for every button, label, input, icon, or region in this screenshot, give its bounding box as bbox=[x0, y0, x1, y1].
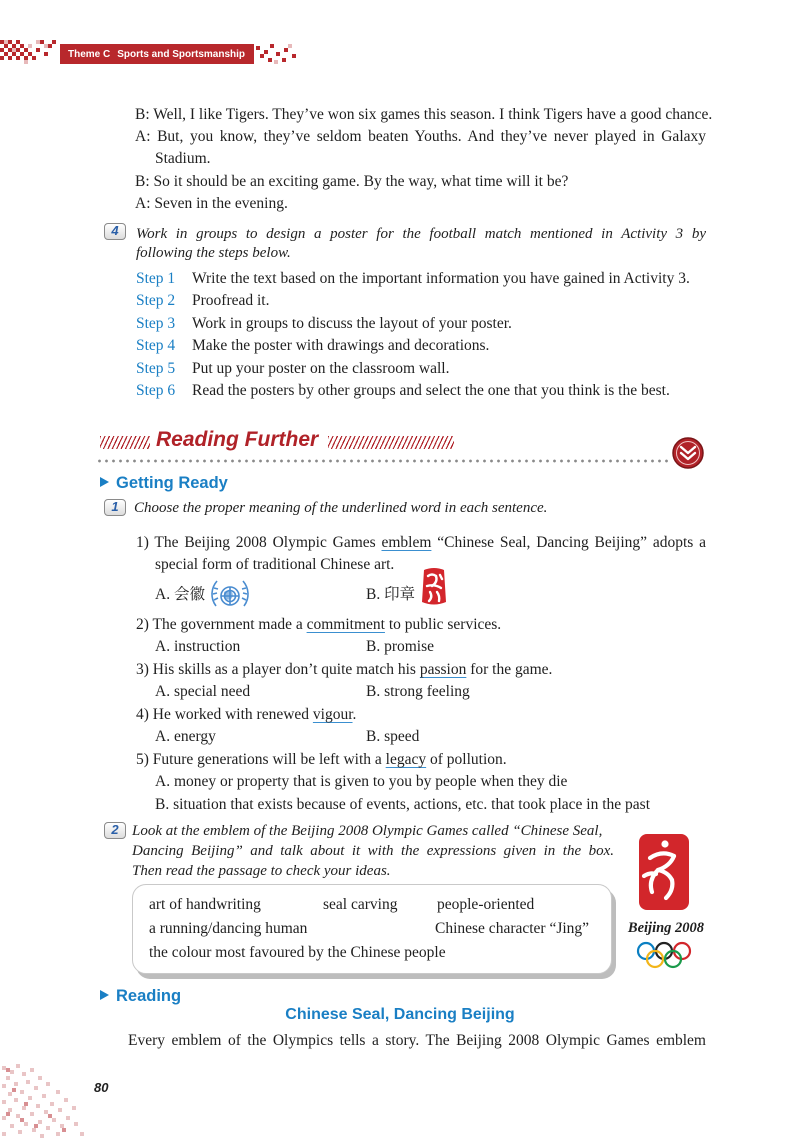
question-2: 2) The government made a commitment to public services. bbox=[136, 616, 502, 633]
step-item: Step 1 bbox=[136, 270, 176, 287]
passage-first-line: Every emblem of the Olympics tells a story. The Beijing 2008 Olympic Games emblem bbox=[128, 1032, 706, 1049]
step-text: Make the poster with drawings and decorations. bbox=[192, 337, 490, 354]
expression: seal carving bbox=[323, 896, 398, 913]
triangle-bullet-icon bbox=[100, 477, 109, 487]
reading-heading: Reading bbox=[100, 987, 181, 1006]
option-b: B. 印章 bbox=[366, 586, 416, 603]
expression: art of handwriting bbox=[149, 896, 261, 913]
dialogue-line: A: Seven in the evening. bbox=[135, 195, 288, 212]
step-text: Work in groups to discuss the layout of your poster. bbox=[192, 315, 512, 332]
expression: the colour most favoured by the Chinese people bbox=[149, 944, 446, 961]
dialogue-line: A: But, you know, they’ve seldom beaten Youths. And they’ve never played in Galaxy bbox=[135, 128, 707, 145]
question-4: 4) He worked with renewed vigour. bbox=[136, 706, 357, 723]
theme-header-band bbox=[60, 44, 254, 64]
chevron-down-icon[interactable] bbox=[671, 436, 705, 475]
step-item: Step 5 bbox=[136, 360, 176, 377]
step-item: Step 2 bbox=[136, 292, 176, 309]
expression: Chinese character “Jing” bbox=[435, 920, 590, 937]
seal-stamp-icon bbox=[418, 566, 450, 613]
option-a: A. money or property that is given to you by people when they die bbox=[155, 773, 568, 790]
step-item: Step 6 bbox=[136, 382, 176, 399]
dotted-divider bbox=[96, 459, 670, 463]
expression-box bbox=[132, 884, 612, 974]
option-b: B. promise bbox=[366, 638, 435, 655]
expression: a running/dancing human bbox=[149, 920, 308, 937]
page-number: 80 bbox=[94, 1080, 109, 1095]
activity2-instruction-l3: Then read the passage to check your ideas. bbox=[132, 863, 391, 879]
underlined-word: legacy bbox=[385, 751, 427, 768]
question-1: 1) The Beijing 2008 Olympic Games emblem “Chinese Seal, Dancing Beijing” adopts a bbox=[136, 534, 706, 551]
passage-title: Chinese Seal, Dancing Beijing bbox=[285, 1006, 515, 1023]
option-b: B. situation that exists because of events, actions, etc. that took place in the past bbox=[155, 796, 651, 813]
option-a: A. energy bbox=[155, 728, 216, 745]
olympic-rings-icon bbox=[634, 940, 706, 972]
question-3: 3) His skills as a player don’t quite match his passion for the game. bbox=[136, 661, 553, 678]
activity-number-badge: 1 bbox=[104, 499, 126, 516]
step-item: Step 3 bbox=[136, 315, 176, 332]
question-5: 5) Future generations will be left with a legacy of pollution. bbox=[136, 751, 507, 768]
underlined-word: emblem bbox=[381, 534, 432, 551]
title-hatch-left bbox=[100, 436, 150, 449]
step-text: Proofread it. bbox=[192, 292, 270, 309]
title-hatch-right bbox=[328, 436, 454, 449]
emblem-wordmark: Beijing 2008 bbox=[627, 920, 705, 936]
step-text: Put up your poster on the classroom wall. bbox=[192, 360, 450, 377]
activity2-instruction-l2: Dancing Beijing” and talk about it with the expressions given in the box. bbox=[132, 843, 614, 859]
theme-label: Theme C bbox=[68, 49, 111, 60]
step-text: Read the posters by other groups and select the one that you think is the best. bbox=[192, 382, 670, 399]
question-1-cont: special form of traditional Chinese art. bbox=[155, 556, 395, 573]
theme-title: Sports and Sportsmanship bbox=[117, 49, 246, 60]
section-title: Reading Further bbox=[156, 428, 319, 451]
step-item: Step 4 bbox=[136, 337, 176, 354]
activity4-instruction: Work in groups to design a poster for the football match mentioned in Activity 3 by bbox=[136, 226, 706, 242]
option-a: A. 会徽 bbox=[155, 586, 205, 603]
activity2-instruction: Look at the emblem of the Beijing 2008 Olympic Games called “Chinese Seal, bbox=[132, 823, 603, 839]
activity-number-badge: 4 bbox=[104, 223, 126, 240]
expression: people-oriented bbox=[437, 896, 535, 913]
activity4-instruction-l2: following the steps below. bbox=[136, 245, 291, 261]
option-b: B. speed bbox=[366, 728, 420, 745]
underlined-word: commitment bbox=[306, 616, 385, 633]
option-b: B. strong feeling bbox=[366, 683, 470, 700]
activity-number-badge: 2 bbox=[104, 822, 126, 839]
beijing-2008-emblem bbox=[627, 832, 712, 936]
option-a: A. instruction bbox=[155, 638, 241, 655]
dialogue-line: B: So it should be an exciting game. By the way, what time will it be? bbox=[135, 173, 569, 190]
dialogue-line-cont: Stadium. bbox=[155, 150, 211, 167]
getting-ready-heading: Getting Ready bbox=[100, 474, 228, 493]
triangle-bullet-icon bbox=[100, 990, 109, 1000]
underlined-word: vigour bbox=[312, 706, 353, 723]
activity1-instruction: Choose the proper meaning of the underlined word in each sentence. bbox=[134, 500, 548, 516]
step-text: Write the text based on the important information you have gained in Activity 3. bbox=[192, 270, 690, 287]
underlined-word: passion bbox=[419, 661, 467, 678]
dialogue-line: B: Well, I like Tigers. They’ve won six games this season. I think Tigers have a good chance. bbox=[135, 106, 713, 123]
option-a: A. special need bbox=[155, 683, 251, 700]
